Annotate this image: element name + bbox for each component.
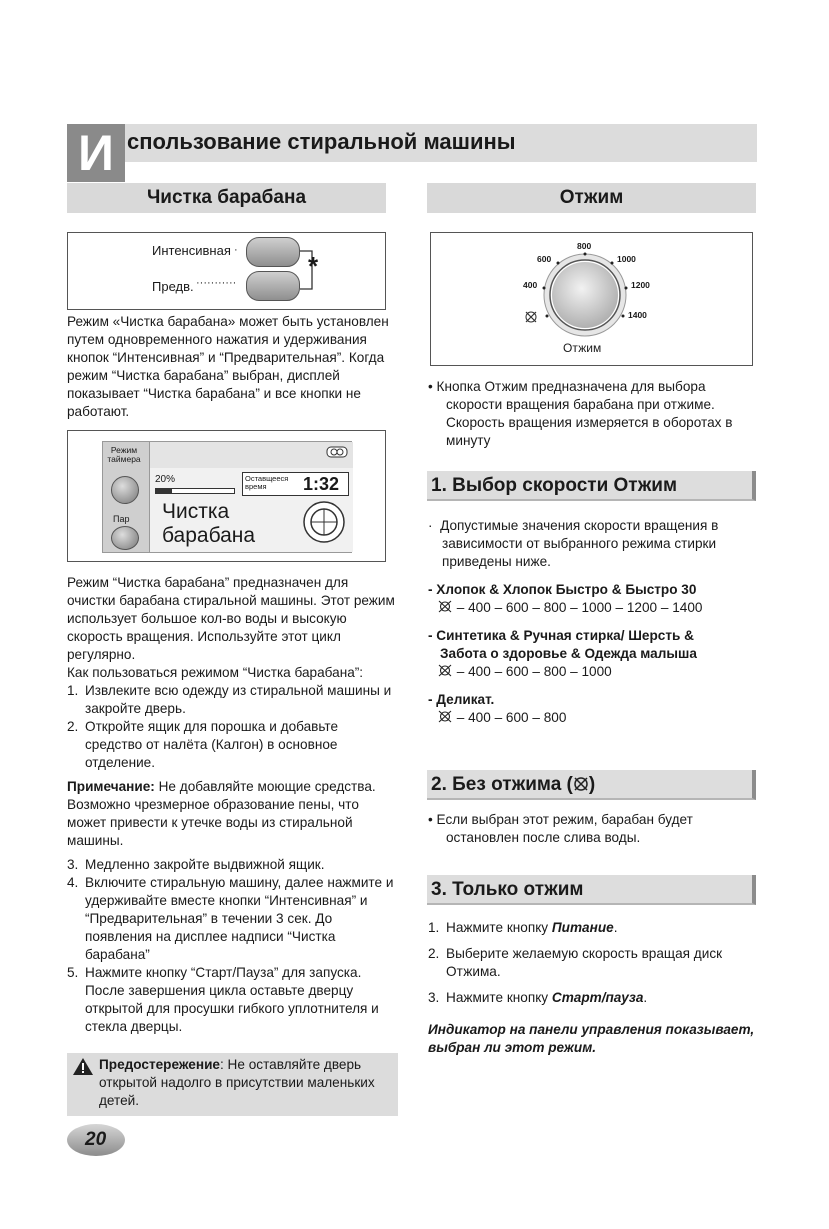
steam-label: Пар: [113, 514, 130, 524]
section-2-body: • Если выбран этот режим, барабан будет остановлен после слива воды.: [428, 812, 693, 845]
note-label: Примечание:: [67, 779, 155, 794]
list-item: 1. Извлеките всю одежду из стиральной машины и закройте дверь.: [67, 683, 392, 716]
remaining-label: Оставщееся время: [245, 474, 289, 491]
drum-clean-intro: Режим «Чистка барабана» может быть установлен путем одновременного нажатия и удерживания кнопок “Интенсивная” и “Предварительная”. Когда режим “Чистка барабана” выбран, дисплей показывает “Чистка барабана” и все кнопки не работают.: [67, 314, 389, 419]
spin-dial-illustration: [430, 232, 753, 366]
section-2-heading: 2. Без отжима ( ): [427, 770, 756, 800]
list-item: 4. Включите стиральную машину, далее нажмите и удерживайте вместе кнопки “Интенсивная” и “Предварительная” в течении 3 сек. До появления на дисплее надписи “Чистка барабана”: [67, 875, 394, 962]
speed-1200: 1200: [631, 280, 650, 290]
lock-indicator-icon: [326, 446, 348, 458]
list-item: 2. Выберите желаемую скорость вращая диск Отжима.: [428, 946, 723, 979]
section-1-body: · Допустимые значения скорости вращения в зависимости от выбранного режима стирки приведены ниже. - Хлопок & Хлопок Быстро & Быстро 30 – 400 – 600 – 800 – 1000 – 1200 – 1400 - Синтетика & Ручная стирка/ Шерсть & Забота о здоровье & Одежда малыша – 400 – 600 – 800 – 1000 - Деликат. – 400 – 600 – 800: [428, 517, 758, 737]
list-item: 5. Нажмите кнопку “Старт/Пауза” для запуска. После завершения цикла оставьте дверцу открытой для просушки гибкого уплотнителя и стекла дверцы.: [67, 965, 379, 1034]
page-number: 20: [85, 1129, 107, 1150]
warning-box: Предостережение: Не оставляйте дверь открытой надолго в присутствии маленьких детей.: [67, 1053, 398, 1116]
remaining-time-box: [242, 472, 349, 496]
intensive-label: Интенсивная: [152, 243, 231, 258]
drum-icon: [300, 498, 348, 546]
star-symbol: *: [308, 251, 319, 281]
timer-mode-button: [111, 476, 139, 504]
list-item: 3. Нажмите кнопку Старт/пауза.: [428, 990, 648, 1005]
indicator-note: Индикатор на панели управления показывает, выбран ли этот режим.: [428, 1022, 755, 1055]
speed-group: - Хлопок & Хлопок Быстро & Быстро 30 – 400 – 600 – 800 – 1000 – 1200 – 1400: [428, 582, 703, 615]
warning-label: Предостережение: [99, 1057, 220, 1072]
list-item: 1. Нажмите кнопку Питание.: [428, 920, 618, 935]
warning-icon: [72, 1057, 94, 1076]
display-message: Чистка барабана: [162, 500, 256, 547]
progress-bar: [155, 488, 235, 494]
progress-fill: [156, 489, 172, 493]
leader-dots: ·: [234, 244, 239, 256]
speed-group: - Деликат. – 400 – 600 – 800: [428, 692, 567, 725]
intensive-button: [246, 237, 300, 267]
progress-percent: 20%: [155, 474, 176, 485]
speed-600: 600: [537, 254, 552, 264]
timer-mode-label: Режим таймера: [107, 445, 141, 464]
speed-800: 800: [577, 241, 592, 251]
drum-clean-heading: Чистка барабана: [67, 183, 386, 213]
remaining-time: 1:32: [303, 474, 340, 494]
pre-button: [246, 271, 300, 301]
list-item: 2. Откройте ящик для порошка и добавьте средство от налёта (Калгон) в основное отделение.: [67, 719, 339, 770]
dial-label: Отжим: [563, 341, 602, 355]
section-1-heading: 1. Выбор скорости Отжим: [427, 471, 756, 501]
section-3-heading: 3. Только отжим: [427, 875, 756, 905]
lcd-screen: [149, 442, 353, 552]
spin-intro: • Кнопка Отжим предназначена для выбора скорости вращения барабана при отжиме. Скорость вращения измеряется в оборотах в минуту: [428, 379, 733, 448]
no-spin-icon: [573, 776, 589, 792]
drum-clean-body: Режим “Чистка барабана” предназначен для очистки барабана стиральной машины. Этот режим использует большое кол-во воды и высокую скорость вращения. Используйте этот цикл регулярно. Как пользоваться режимом “Чистка барабана”: 1. Извлеките всю одежду из стиральной машины и закройте дверь. 2. Откройте ящик для порошка и добавьте средство от налёта (Калгон) в основное отделение. Примечание: Не добавляйте моющие средства. Возможно чрезмерное образование пены, что может привести к утечке воды из стиральной машины. 3. Медленно закройте выдвижной ящик. 4. Включите стиральную машину, далее нажмите и удерживайте вместе кнопки “Интенсивная” и “Предварительная” в течении 3 сек. До появления на дисплее надписи “Чистка барабана” 5. Нажмите кнопку “Старт/Пауза” для запуска. После завершения цикла оставьте дверцу открытой для просушки гибкого уплотнителя и стекла дверцы.: [67, 574, 397, 1036]
display-illustration: [67, 430, 386, 562]
spin-heading: Отжим: [427, 183, 756, 213]
no-spin-icon: [438, 710, 453, 723]
title-initial: И: [67, 124, 125, 182]
speed-group: - Синтетика & Ручная стирка/ Шерсть & Забота о здоровье & Одежда малыша – 400 – 600 – 800 – 1000: [428, 628, 697, 679]
no-spin-icon: [438, 664, 453, 677]
page-title: спользование стиральной машины: [127, 129, 516, 154]
list-item: 3. Медленно закройте выдвижной ящик.: [67, 857, 325, 872]
speed-400: 400: [523, 280, 538, 290]
pre-label: Предв.: [152, 279, 194, 294]
no-spin-icon: [438, 600, 453, 613]
steam-button: [111, 526, 139, 550]
speed-1000: 1000: [617, 254, 636, 264]
leader-dots: ···········: [196, 277, 237, 289]
button-panel-illustration: [67, 232, 386, 310]
section-3-body: [428, 919, 758, 1057]
display-bezel: [102, 441, 352, 553]
speed-1400: 1400: [628, 310, 647, 320]
